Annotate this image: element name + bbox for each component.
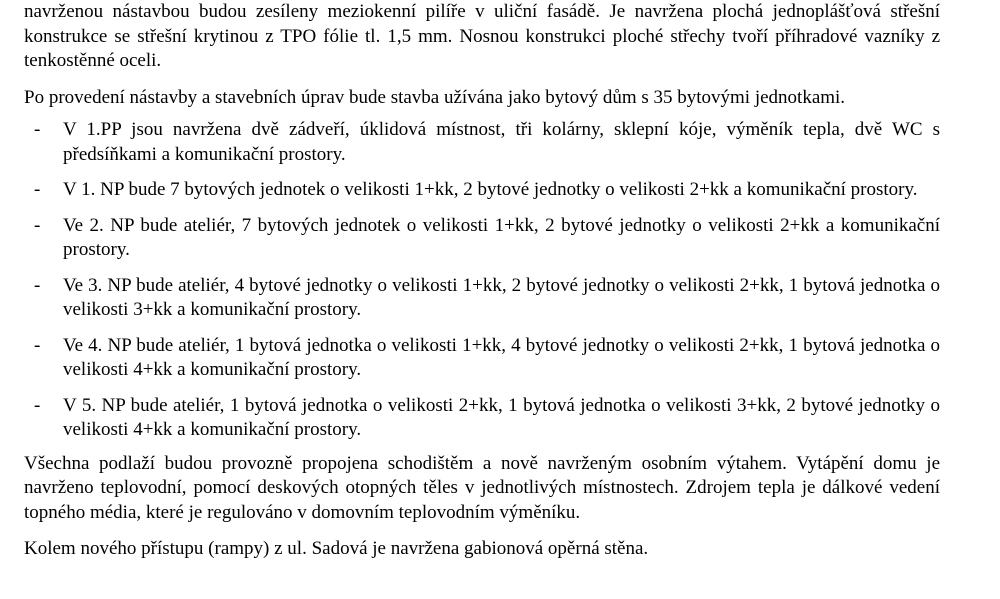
paragraph-usage: Po provedení nástavby a stavebních úprav bude stavba užívána jako bytový dům s 35 bytovými jednotkami. [24,86,846,108]
bullet-dash: - [34,274,41,296]
list-item-1np [24,178,940,203]
list-item-text: V 1. NP bude 7 bytových jednotek o velikosti 1+kk, 2 bytové jednotky o velikosti 2+kk a komunikační prostory. [63,179,918,200]
bullet-dash: - [34,394,41,416]
list-item-text: Ve 2. NP bude ateliér, 7 bytových jednotek o velikosti 1+kk, 2 bytové jednotky o velikosti 2+kk a komunikační prostory. [63,214,940,260]
list-item-1pp [24,118,940,167]
list-item-2np [24,214,940,263]
list-item-text: Ve 4. NP bude ateliér, 1 bytová jednotka o velikosti 1+kk, 4 bytové jednotky o velikosti 2+kk, 1 bytová jednotka o velikosti 4+kk a komunikační prostory. [63,334,940,380]
paragraph-intro: navrženou nástavbou budou zesíleny meziokenní pilíře v uliční fasádě. Je navržena plochá jednoplášťová střešní konstrukce se střešní krytinou z TPO fólie tl. 1,5 mm. Nosnou konstrukci ploché střechy tvoří příhradové vazníky z tenkostěnné oceli. [24,1,940,71]
document-page [24,0,940,562]
list-item-text: Ve 3. NP bude ateliér, 4 bytové jednotky o velikosti 1+kk, 2 bytové jednotky o velikosti 2+kk, 1 bytová jednotka o velikosti 3+kk a komunikační prostory. [63,274,940,320]
bullet-dash: - [34,179,41,200]
bullet-dash: - [34,334,41,356]
bullet-dash: - [34,214,41,236]
list-item-4np [24,334,940,383]
bullet-dash: - [34,119,41,140]
list-item-3np [24,274,940,323]
paragraph-heating: Všechna podlaží budou provozně propojena schodištěm a nově navrženým osobním výtahem. Vytápění domu je navrženo teplovodní, pomocí deskových otopných těles v jednotlivých místnostech. Zdrojem tepla je dálkové vedení topného média, které je regulováno v domovním teplovodním výměníku. [24,452,940,523]
paragraph-access: Kolem nového přístupu (rampy) z ul. Sadová je navržena gabionová opěrná stěna. [24,538,649,559]
list-item-5np [24,394,940,443]
floor-list [24,118,940,443]
list-item-text: V 5. NP bude ateliér, 1 bytová jednotka o velikosti 2+kk, 1 bytová jednotka o velikosti 3+kk, 2 bytové jednotky o velikosti 4+kk a komunikační prostory. [63,394,940,440]
list-item-text: V 1.PP jsou navržena dvě zádveří, úklidová místnost, tři kolárny, sklepní kóje, výměník tepla, dvě WC s předsíňkami a komunikační prostory. [63,119,940,165]
